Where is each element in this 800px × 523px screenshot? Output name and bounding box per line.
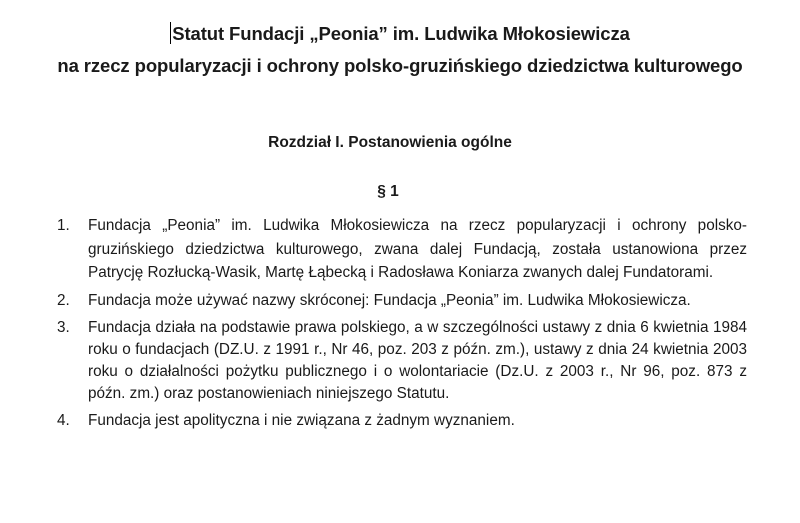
paragraph-item: [57, 290, 747, 312]
paragraph-number: 2.: [57, 291, 70, 309]
title-line-2: na rzecz popularyzacji i ochrony polsko-gruzińskiego dziedzictwa kulturowego: [57, 55, 743, 76]
paragraph-item: [57, 214, 747, 285]
chapter-heading: Rozdział I. Postanowienia ogólne: [268, 134, 512, 151]
paragraph-list: [57, 214, 747, 437]
paragraph-item: [57, 317, 747, 405]
title-line-1-text: Statut Fundacji „Peonia” im. Ludwika Młokosiewicza: [172, 23, 630, 44]
section-heading: § 1: [377, 183, 399, 200]
document-title: [0, 18, 800, 82]
paragraph-text: Fundacja działa na podstawie prawa polskiego, a w szczególności ustawy z dnia 6 kwietnia 1984 roku o fundacjach (DZ.U. z 1991 r., Nr 46, poz. 203 z późn. zm.), ustawy z dnia 24 kwietnia 2003 roku o działalności pożytku publicznego i o wolontariacie (Dz.U. z 2003 r., Nr 96, poz. 873 z późn. zm.) oraz postanowieniach niniejszego Statutu.: [88, 318, 747, 402]
title-line-1: [0, 18, 800, 50]
paragraph-text: Fundacja „Peonia” im. Ludwika Młokosiewicza na rzecz popularyzacji i ochrony polsko-gruzińskiego dziedzictwa kulturowego, zwana dalej Fundacją, została ustanowiona przez Patrycję Rozłucką-Wasik, Martę Łąbecką i Radosława Koniarza zwanych dalej Fundatorami.: [88, 217, 747, 281]
paragraph-text: Fundacja jest apolityczna i nie związana z żadnym wyznaniem.: [88, 411, 515, 429]
paragraph-item: [57, 410, 747, 432]
paragraph-number: 4.: [57, 411, 70, 429]
paragraph-text: Fundacja może używać nazwy skróconej: Fundacja „Peonia” im. Ludwika Młokosiewicza.: [88, 291, 691, 309]
paragraph-number: 3.: [57, 318, 70, 336]
paragraph-number: 1.: [57, 217, 70, 234]
